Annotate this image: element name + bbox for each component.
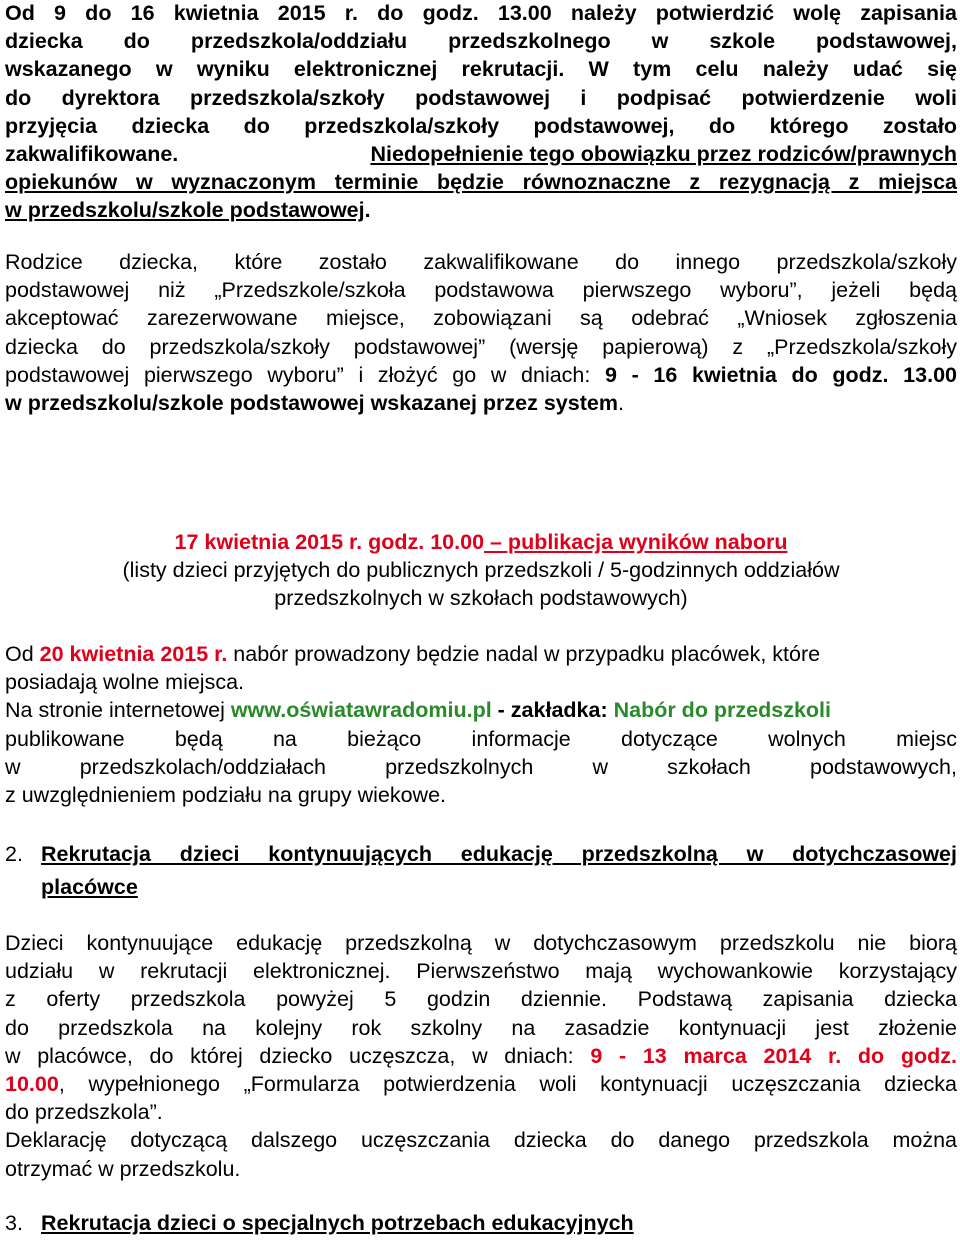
text-line: (listy dzieci przyjętych do publicznych przedszkoli / 5-godzinnych oddziałów [122,558,840,583]
date-highlight: 10.00 [5,1072,59,1097]
section-heading-2 [5,838,957,904]
heading-title: Rekrutacja dzieci o specjalnych potrzebach edukacyjnych [41,1211,634,1235]
text-line: podstawowej niż „Przedszkole/szkoła podstawowa pierwszego wyboru”, jeżeli będą [5,278,957,303]
date-highlight: 9 - 13 marca 2014 r. do godz. [590,1043,957,1068]
deadline-location: w przedszkolu/szkole podstawowej wskazanej przez system [5,391,618,416]
text-line [5,196,957,224]
continued-recruitment-paragraph [5,640,957,809]
text-fragment: . [364,198,371,223]
text-line: dziecka do przedszkola/szkoły podstawowej” (wersję papierową) z „Przedszkola/szkoły [5,334,957,359]
underlined-warning: opiekunów w wyznaczonym terminie będzie równoznaczne z rezygnacją z miejsca [5,170,957,195]
website-tab-name: Nabór do przedszkoli [613,698,832,723]
underlined-warning: w przedszkolu/szkole podstawowej [5,198,365,223]
heading-number: 2. [5,842,23,866]
text-line [5,696,957,724]
text-line: Od 9 do 16 kwietnia 2015 r. do godz. 13.00 należy potwierdzić wolę zapisania [5,1,957,25]
text-line: Dzieci kontynuujące edukację przedszkolną w dotychczasowym przedszkolu nie biorą [5,931,957,955]
text-line [5,389,957,417]
publication-link: – publikacja wyników naboru [484,530,788,554]
text-fragment: w placówce, do której dziecko uczęszcza, w dniach: [5,1043,591,1068]
text-line: do przedszkola”. [5,1100,163,1125]
text-line: wskazanego w wyniku elektronicznej rekrutacji. W tym celu należy udać się [5,57,957,82]
text-line: przedszkolnych w szkołach podstawowych) [274,586,688,611]
date-highlight: 20 kwietnia 2015 r. [39,642,228,666]
text-line [5,640,957,668]
text-fragment: - zakładka: [491,698,614,723]
text-fragment: , wypełnionego „Formularza potwierdzenia woli kontynuacji uczęszczania dziecka [58,1072,957,1097]
text-line: posiadają wolne miejsca. [5,670,245,695]
text-line: Rodzice dziecka, które zostało zakwalifikowane do innego przedszkola/szkoły [5,250,957,274]
publication-date: 17 kwietnia 2015 r. godz. 10.00 [174,530,485,554]
continuing-children-paragraph [5,929,957,1183]
heading-title: placówce [41,875,138,899]
text-fragment: Na stronie internetowej [5,698,231,723]
text-fragment: . [617,391,624,416]
text-line [5,1042,957,1070]
text-fragment: zakwalifikowane. [5,142,179,167]
text-fragment: podstawowej pierwszego wyboru” i złożyć go w dniach: [5,362,606,387]
text-line: przyjęcia dziecka do przedszkola/szkoły podstawowej, do którego zostało [5,113,957,138]
text-fragment: nabór prowadzony będzie nadal w przypadku placówek, które [227,642,821,666]
text-line: do dyrektora przedszkola/szkoły podstawowej i podpisać potwierdzenie woli [5,85,957,110]
text-line: w przedszkolach/oddziałach przedszkolnych w szkołach podstawowych, [5,754,957,779]
other-school-paragraph [5,248,957,417]
section-heading-3 [5,1208,957,1238]
text-line: do przedszkola na kolejny rok szkolny na zasadzie kontynuacji jest złożenie [5,1015,957,1040]
text-line [5,361,957,389]
text-line: z uwzględnieniem podziału na grupy wiekowe. [5,783,447,808]
deadline: 9 - 16 kwietnia do godz. 13.00 [605,362,957,387]
website-link[interactable]: www.oświatawradomiu.pl [230,698,492,723]
confirmation-paragraph [5,0,957,225]
heading-number: 3. [5,1211,23,1235]
text-line: akceptować zarezerwowane miejsce, zobowiązani są odebrać „Wniosek zgłoszenia [5,306,957,331]
publication-title [5,528,957,556]
heading-title: Rekrutacja dzieci kontynuujących edukację przedszkolną w dotychczasowej [41,842,957,866]
text-line: z oferty przedszkola powyżej 5 godzin dziennie. Podstawą zapisania dziecka [5,987,957,1012]
text-line: otrzymać w przedszkolu. [5,1156,241,1181]
publication-notice [5,528,957,613]
text-line: publikowane będą na bieżąco informacje dotyczące wolnych miejsc [5,726,957,751]
text-line [5,140,957,168]
text-line [5,1070,957,1098]
text-line: dziecka do przedszkola/oddziału przedszkolnego w szkole podstawowej, [5,29,957,54]
text-fragment: Od [5,642,40,666]
text-line: Deklarację dotyczącą dalszego uczęszczania dziecka do danego przedszkola można [5,1128,957,1153]
text-line: udziału w rekrutacji elektronicznej. Pierwszeństwo mają wychowankowie korzystający [5,959,957,984]
underlined-warning: Niedopełnienie tego obowiązku przez rodziców/prawnych [370,142,957,167]
